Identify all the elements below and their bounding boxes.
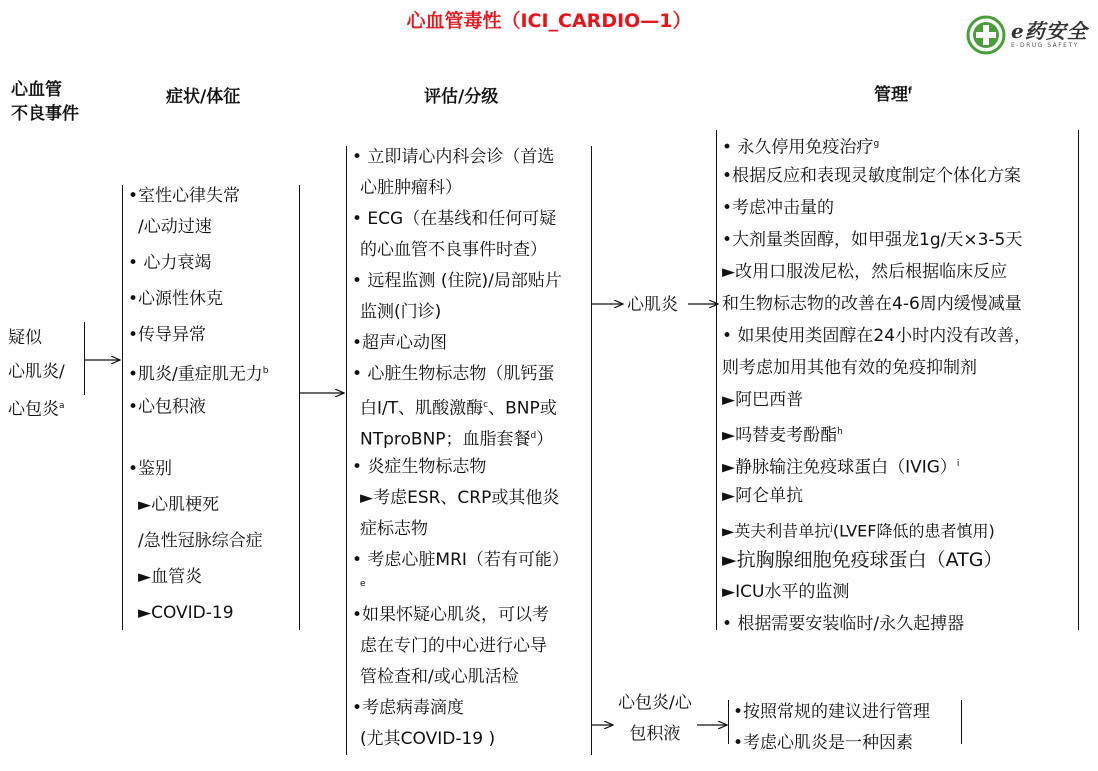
assessment-item: • ECG（在基线和任何可疑 [352, 209, 557, 229]
logo-text-cn: e药安全 [1011, 19, 1088, 43]
management-item: •大剂量类固醇，如甲强龙1g/天×3-5天 [722, 230, 1023, 250]
branch-pericarditis [618, 688, 692, 750]
symptom-item: •室性心律失常 [128, 186, 241, 206]
assessment-item: •如果怀疑心肌炎，可以考 [352, 605, 550, 625]
management-item [722, 448, 1031, 480]
symptom-item-sup: b [262, 366, 269, 376]
assessment-item: 管检查和/或心肌活检 [360, 667, 519, 687]
suspected-line1: 疑似 [8, 328, 42, 348]
logo-text-en: E-DRUG SAFETY [1011, 42, 1079, 49]
branch-myocarditis: 心肌炎 [627, 295, 678, 315]
symptom-item: /心动过速 [138, 217, 212, 237]
management-item: • 如果使用类固醇在24小时内没有改善， [722, 326, 1032, 346]
management-item-sup: g [873, 139, 880, 149]
header-event-line2: 不良事件 [11, 104, 79, 124]
symptom-item [128, 423, 268, 443]
symptom-item: •心源性休克 [128, 289, 224, 309]
header-assessment: 评估/分级 [424, 87, 499, 107]
symptom-item [128, 356, 268, 387]
symptoms-list [128, 181, 268, 629]
management-item: •考虑冲击量的 [722, 198, 835, 218]
management-pericarditis-list [733, 697, 930, 759]
assessment-item-text2: ） [536, 429, 554, 450]
header-management-sup: f [908, 86, 912, 97]
assessment-item: (尤其COVID-19 ) [360, 729, 496, 749]
management-item: 则考虑加用其他有效的免疫抑制剂 [722, 358, 977, 378]
management-item [722, 416, 1031, 448]
symptom-item: /急性冠脉综合症 [138, 531, 263, 551]
management-item-text2: (LVEF降低的患者慎用) [832, 521, 995, 541]
symptom-item: ►COVID-19 [138, 603, 234, 623]
page-title: 心血管毒性（ICI_CARDIO—1） [406, 10, 692, 32]
management-item: ►抗胸腺细胞免疫球蛋白（ATG） [722, 549, 1003, 571]
header-management-label: 管理 [874, 85, 908, 105]
assessment-item-text2: 、BNP或 [488, 398, 557, 419]
management-item [722, 512, 1031, 544]
management-peri-item: •考虑心肌炎是一种因素 [733, 733, 914, 753]
management-item-text: ►静脉输注免疫球蛋白（IVIG） [722, 457, 957, 478]
assessment-item: 监测(门诊) [360, 302, 442, 322]
management-item-text: ►英夫利昔单抗 [722, 521, 831, 541]
assessment-item-sup: d [530, 431, 537, 441]
assessment-item: •超声心动图 [352, 333, 448, 353]
assessment-item: • 炎症生物标志物 [352, 457, 487, 477]
suspected-sup: a [59, 401, 65, 411]
assessment-item: 虑在专门的中心进行心导 [360, 636, 547, 656]
suspected-line2: 心肌炎/ [8, 362, 65, 382]
assessment-item: ►考虑ESR、CRP或其他炎 [360, 488, 560, 508]
assessment-item: • 远程监测 (住院)/局部贴片 [352, 271, 562, 291]
management-item: ►ICU水平的监测 [722, 582, 850, 602]
management-item: 和生物标志物的改善在4-6周内缓慢减量 [722, 294, 1022, 314]
symptom-item: ►血管炎 [138, 567, 203, 587]
assessment-item [352, 421, 569, 452]
branch-pericarditis-line2: 包积液 [629, 724, 681, 744]
assessment-item: 的心血管不良事件时查） [360, 240, 547, 260]
management-item-sup: i [956, 459, 960, 469]
management-item-sup: h [837, 427, 843, 437]
symptom-item: • 心力衰竭 [128, 253, 212, 273]
management-item: ►阿仑单抗 [722, 486, 804, 506]
assessment-item: 症标志物 [360, 519, 428, 539]
assessment-item-sup: e [360, 579, 366, 589]
management-peri-item: •按照常规的建议进行管理 [733, 702, 931, 722]
management-item-sup: j [830, 523, 833, 533]
management-item [722, 128, 1031, 160]
assessment-item-text: 白I/T、肌酸激酶 [360, 398, 484, 419]
branch-pericarditis-line1: 心包炎/心 [618, 693, 692, 713]
assessment-item: • 立即请心内科会诊（首选 [352, 147, 555, 167]
management-item: ►阿巴西普 [722, 390, 804, 410]
suspected-line3-text: 心包炎 [8, 399, 59, 420]
assessment-item-sup: c [483, 400, 489, 410]
header-event-line1: 心血管 [11, 80, 62, 100]
management-myocarditis-list [722, 128, 1031, 640]
symptom-item-text: •肌炎/重症肌无力 [128, 364, 263, 385]
management-item-text: ►吗替麦考酚酯 [722, 425, 838, 446]
assessment-item: 心脏肿瘤科） [360, 178, 462, 198]
symptom-item: •心包积液 [128, 397, 207, 417]
symptom-item: •传导异常 [128, 325, 207, 345]
management-item: • 根据需要安装临时/永久起搏器 [722, 614, 965, 634]
assessment-item: •考虑病毒滴度 [352, 698, 465, 718]
assessment-item [352, 390, 569, 421]
assessment-item: • 心脏生物标志物（肌钙蛋 [352, 364, 555, 384]
symptom-item: •鉴别 [128, 459, 173, 479]
management-item: •根据反应和表现灵敏度制定个体化方案 [722, 166, 1022, 186]
header-symptoms: 症状/体征 [166, 87, 241, 107]
assessment-item: • 考虑心脏MRI（若有可能） [352, 550, 569, 570]
assessment-item-text: NTproBNP；血脂套餐 [360, 429, 531, 450]
symptom-item: ►心肌梗死 [138, 495, 220, 515]
management-item-text: • 永久停用免疫治疗 [722, 137, 874, 158]
assessment-item [352, 576, 569, 600]
management-item: ►改用口服泼尼松，然后根据临床反应 [722, 262, 1008, 282]
assessment-list [352, 142, 569, 755]
